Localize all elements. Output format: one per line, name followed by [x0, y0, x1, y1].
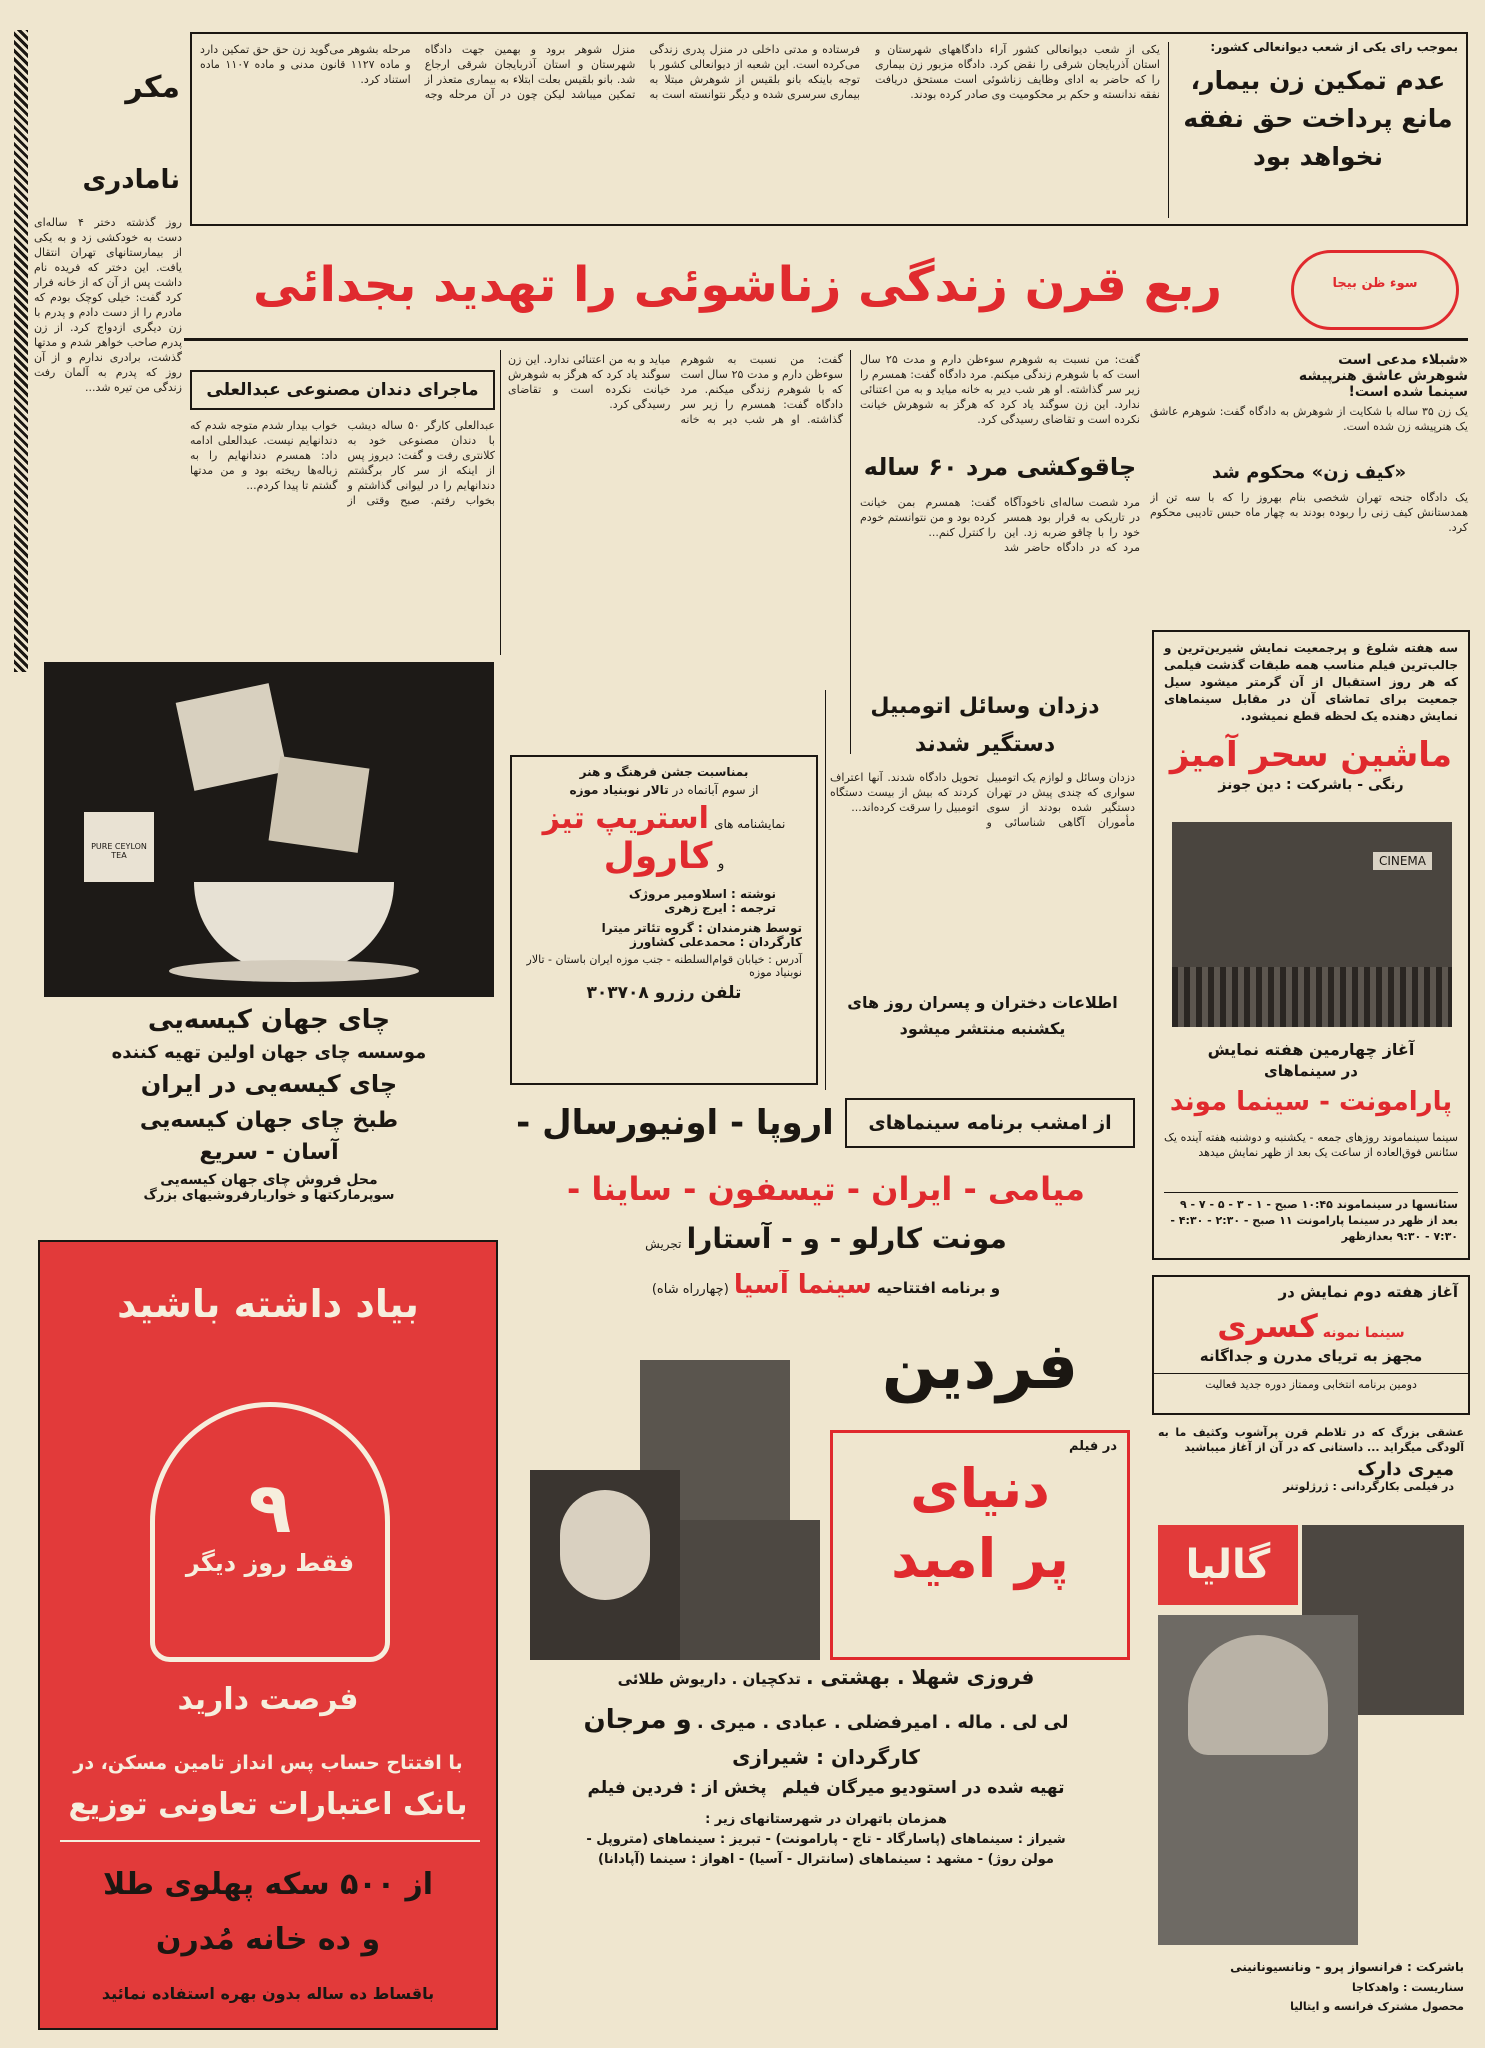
tea-ad: [44, 662, 494, 1202]
europa-cinemas: میامی - ایران - تیسفون - ساینا -: [567, 1170, 1085, 1208]
intro-right-title1: «شبلاء مدعی است: [1338, 352, 1468, 368]
column-stripe: [14, 30, 28, 672]
top-article-body-1: فرستاده و مدتی داخلی در منزل پدری زندگی می‌کرده است. این شعبه از دیوانعالی کشور با توجه باینکه بانو بلقیس از شوهرش مبتلا به بیماری سرسری شده و دیگر نتوانسته است به منزل شوهر برود و بهمین جهت دادگاه شهرستان و استان آذربایجان شرقی ارجاع شد. بانو بلقیس بعلت ابتلاء به بیماری متعذر از تمکین میباشد لیکن چون در آن مرحله وجه مرحله بشوهر می‌گوید زن حق حق تمکین دارد و ماده ۱۱۲۷ قانون مدنی و ماده ۱۱۰۷ ماده استناد کرد.: [200, 43, 860, 101]
gallia-star: میری دارک: [1357, 1459, 1454, 1480]
tea-photo: [44, 662, 494, 997]
europa-header-box: [845, 1098, 1135, 1148]
bank-name: بانک اعتبارات تعاونی توزیع: [68, 1787, 468, 1822]
farvardin-cities2: مولن روژ) - مشهد : سینماهای (سانترال - آسیا) - اهواز : سینما (آپادانا): [598, 1852, 1054, 1867]
theatre-director: کارگردان : محمدعلی کشاورز: [630, 935, 802, 949]
bank-days: روز دیگر: [185, 1549, 288, 1577]
tea-line2: چای کیسه‌یی در ایران: [140, 1070, 398, 1098]
cinema-photo: [1172, 822, 1452, 1027]
farvardin-cast2: لی لی . ماله . امیرفضلی . عبادی . میری .: [696, 1712, 1069, 1733]
theatre-show1-row: [512, 801, 816, 836]
top-right-headline: عدم تمکین زن بیمار، مانع پرداخت حق نفقه نخواهد بود: [1183, 66, 1453, 171]
farvardin-photo-man2: [680, 1520, 820, 1660]
bank-prize: از ۵۰۰ سکه پهلوی طلا: [102, 1867, 434, 1902]
kasra-title: آغاز هفته دوم نمایش در: [1278, 1283, 1458, 1301]
kasra-note: دومین برنامه انتخابی وممتاز دوره جدید فعالیت: [1154, 1373, 1468, 1391]
farvardin-cast1: فروزی شهلا . بهشتی .: [806, 1665, 1035, 1689]
theatre-translator: ترجمه : ایرج زهری: [664, 901, 776, 915]
europa-tajrish: تجریش: [645, 1237, 682, 1251]
top-right-box: [1178, 40, 1458, 220]
bank-remember: بیاد داشته باشید: [117, 1282, 419, 1326]
europa-cinemas2: مونت کارلو - و - آستارا: [686, 1222, 1007, 1255]
gallia-writer: سناریست : واهدکاجا: [1352, 1981, 1464, 1994]
intro-right-body: یک زن ۳۵ ساله با شکایت از شوهرش به دادگاه گفت: شوهرم عاشق یک هنرپیشه زن شده است.: [1150, 405, 1468, 433]
top-right-intro: بموجب رای یکی از شعب دیوانعالی کشور:: [1210, 40, 1458, 54]
kif-title: «کیف زن» محکوم شد: [1211, 462, 1407, 483]
europa-title: اروپا - اونیورسال -: [516, 1103, 834, 1143]
gallia-hair: [1188, 1635, 1328, 1755]
theatre-author: نوشته : اسلاومیر مروژک: [628, 887, 776, 901]
car-machine-cinemas: پارامونت - سینما موند: [1169, 1087, 1453, 1117]
kasra-prefix: سینما نمونه: [1322, 1325, 1405, 1341]
farvardin-title1: دنیای: [910, 1457, 1050, 1520]
bank-only: فقط: [295, 1549, 355, 1577]
car-machine-schedule: سئانسها در سینماموند ۱۰:۴۵ صبح - ۱ - ۳ - ۵ - ۷ - ۹ بعد از ظهر در سینما پارامونت ۱۱ صبح - ۲:۳۰ - ۴:۳۰ - ۷:۳۰ - ۹:۳۰ بعدازظهر: [1164, 1192, 1458, 1245]
europa-asia: سینما آسیا: [733, 1270, 872, 1300]
bank-install: باقساط ده ساله بدون بهره استفاده نمائید: [101, 1984, 435, 2003]
farvardin-cast2-row: [510, 1705, 1142, 1735]
tea-line3: طبخ چای جهان کیسه‌یی: [139, 1108, 399, 1133]
intro-right-box: [1150, 352, 1468, 452]
bank-open: با افتتاح حساب پس انداز تامین مسکن، در: [73, 1752, 463, 1774]
farvardin-title2: پر امید: [891, 1527, 1069, 1590]
farvardin-logo: فردین: [881, 1330, 1079, 1404]
farvardin-provinces: همزمان باتهران در شهرستانهای زیر :: [705, 1812, 947, 1827]
gallia-photo-woman: [1158, 1615, 1358, 1945]
theatre-show2: کارول: [603, 836, 713, 877]
bank-ad: [38, 1240, 498, 2030]
theatre-phone: تلفن رزرو ۳۰۳۷۰۸: [586, 983, 742, 1003]
banner-logo-text: سوء ظن بیجا: [1332, 276, 1418, 291]
middle-body: گفت: من نسبت به شوهرم سوءظن دارم و مدت ۲۵ سال است که با شوهرم زندگی میکنم. مرد دادگاه گفت: همسرم را زیر سر گذاشته. او هر شب دیر به خانه میاید و به من اعتنائی ندارد. این زن سوگند یاد کرد که هرگز به شوهرش خیانت نکرده است و تقاضای رسیدگی کرد.: [508, 353, 843, 426]
car-machine-title: ماشین سحر آمیز: [1169, 735, 1453, 775]
knife-top-text: گفت: من نسبت به شوهرم سوءظن دارم و مدت ۲۵ سال است که با شوهرم زندگی میکنم. مرد دادگاه گفت: همسرم را زیر سر گذاشته. او هر شب دیر به خانه میاید و به من اعتنائی ندارد. این زن سوگند یاد کرد که هرگز به شوهرش خیانت نکرده است و تقاضای رسیدگی کرد.: [860, 353, 1140, 426]
theatre-show-label: نمایشنامه های: [714, 817, 786, 831]
theatre-show1: استریپ تیز: [542, 801, 709, 836]
theatre-venue: تالار نوبنیاد موزه: [569, 783, 669, 797]
kasra-name: کسری: [1217, 1307, 1318, 1345]
knife-body: مرد شصت ساله‌ای ناخودآگاه در تاریکی به قرار بود همسر خود را با چاقو ضربه زد. این مرد که در دادگاه حاضر شد گفت: همسرم بمن خیانت کرده بود و من نتوانستم خودم را کنترل کنم...: [860, 496, 1140, 554]
farvardin-woman-face: [560, 1490, 650, 1600]
divider: [1168, 42, 1169, 218]
farvardin-ad: [510, 1320, 1142, 2035]
tea-bag-1: [176, 683, 288, 791]
farvardin-in-film: در فیلم: [1068, 1439, 1117, 1454]
farvardin-cast1-row: [510, 1665, 1142, 1689]
tea-line1: موسسه چای جهان اولین تهیه کننده: [111, 1042, 427, 1063]
thieves-body: دزدان وسائل و لوازم یک اتومبیل سواری که چندی پیش در تهران دستگیر شده بودند از سوی مأموران آگاهی شناسائی و تحویل دادگاه شدند. آنها اعتراف کردند که بیش از بیست دستگاه اتومبیل را سرقت کرده‌اند...: [830, 771, 1135, 829]
left-body: روز گذشته دختر ۴ ساله‌ای دست به خودکشی زد و به یکی از بیمارستانهای تهران انتقال یافت. این دختر که فریده نام داشت پس از آن که از خانه فرار کرد گفت: خیلی کوچک بودم که مادرم را از دست دادم و پدرم با زن دیگری ازدواج کرد. از زن پدرم صاحب خواهر شدم و مدتها گذشت، برادری ندارم و از آن روز که پدرم به آلمان رفت زندگی من تیره شد...: [34, 216, 182, 394]
tea-line6: سوپرمارکتها و خواربارفروشیهای بزرگ: [143, 1188, 395, 1202]
knife-title: چاقوکشی مرد ۶۰ ساله: [863, 453, 1137, 481]
farvardin-director: کارگردان : شیرازی: [732, 1745, 920, 1769]
banner-headline: ربع قرن زندگی زناشوئی را تهدید بجدائی: [252, 257, 1223, 313]
intro-right-title2: شوهرش عاشق هنرپیشه: [1298, 368, 1468, 384]
europa-row3: [510, 1222, 1142, 1264]
car-machine-sub: رنگی - باشرکت : دین جونز: [1218, 777, 1404, 793]
info-note: اطلاعات دختران و پسران روز های یکشنبه منتشر میشود: [847, 993, 1118, 1038]
divider: [184, 338, 1468, 341]
banner-logo: [1285, 244, 1465, 336]
farvardin-cities1: شیراز : سینماهای (پاسارگاد - تاج - پارامونت) - تبریز : سینماهای (متروپل -: [586, 1832, 1066, 1847]
farvardin-cast1b: تدکچیان . داریوش طلائی: [617, 1670, 801, 1688]
top-right-body: یکی از شعب دیوانعالی کشور آراء دادگاههای شهرستان و استان آذربایجان شرقی را نقض کرد. دادگاه مزبور زن بیماری را که حاضر به ادای وظایف زناشوئی است مستحق دریافت نفقه ندانسته و حکم بر محکومیت وی صادر کرده بودند.: [875, 43, 1160, 101]
farvardin-studio: تهیه شده در استودیو میرگان فیلم: [781, 1778, 1065, 1798]
divider: [500, 350, 501, 655]
theatre-from-row: [512, 783, 816, 797]
cinema-crowd: [1172, 967, 1452, 1027]
gallia-ad: [1152, 1425, 1470, 2035]
divider: [825, 690, 826, 1090]
kif-body: یک دادگاه جنحه تهران شخصی بنام بهروز را که با سه تن از همدستانش کیف زنی را ربوده بودند به چهار ماه حبس تادیبی محکوم کرد.: [1150, 491, 1468, 534]
theatre-ad: [510, 755, 818, 1085]
car-machine-ad: [1152, 630, 1470, 1260]
tea-bag-2: [269, 756, 370, 853]
car-machine-in: در سینماهای: [1263, 1062, 1359, 1080]
kasra-row: [1154, 1307, 1468, 1345]
car-machine-top: سه هفته شلوغ و پرجمعیت نمایش شیرین‌ترین و جالب‌ترین فیلم مناسب همه طبقات گذشت فیلمی که هر روز استقبال از آن گرمتر میشود سیل جمعیت برای تماشای آن در مقابل سینماهای نمایش دهنده یک لحظه قطع نمیشود.: [1164, 641, 1458, 723]
kasra-tagline: مجهز به تریای مدرن و جداگانه: [1199, 1347, 1423, 1365]
bank-bell: [150, 1402, 390, 1662]
europa-opening: و برنامه افتتاحیه: [876, 1279, 1001, 1297]
farvardin-photo-woman: [530, 1470, 680, 1660]
left-title-namadari: نامادری: [82, 165, 180, 195]
tea-box-label: PURE CEYLON TEA: [84, 812, 154, 882]
theatre-from: از سوم آبانماه در: [672, 783, 759, 797]
car-machine-note: سینما سینماموند روزهای جمعه - یکشنبه و دوشنبه هفته آینده یک سئانس فوق‌العاده از ساعت یک بعد از ظهر نمایش میدهد: [1164, 1131, 1458, 1159]
tea-line4: آسان - سریع: [199, 1140, 339, 1165]
left-title-mokr: مکر: [125, 70, 180, 105]
farvardin-studio-row: [510, 1778, 1142, 1798]
gallia-top: عشقی بزرگ که در تلاطم قرن پرآشوب وکثیف ما به آلودگی میگراید ... داستانی که در آن از آغاز میباشید: [1158, 1426, 1464, 1454]
theatre-show2-row: [512, 836, 816, 877]
farvardin-distrib: پخش از : فردین فیلم: [587, 1778, 767, 1798]
tea-line5: محل فروش چای جهان کیسه‌یی: [160, 1172, 378, 1188]
left-column: [14, 30, 184, 672]
europa-asia-loc: (چهارراه شاه): [651, 1282, 729, 1297]
gallia-title-block: [1158, 1525, 1298, 1605]
bank-number: ۹: [248, 1467, 292, 1549]
gallia-production: محصول مشترک فرانسه و ایتالیا: [1290, 2000, 1464, 2013]
theatre-address: آدرس : خیابان قوام‌السلطنه - جنب موزه ایران باستان - تالار نوبنیاد موزه: [526, 953, 802, 979]
intro-right-title3: سینما شده است!: [1348, 384, 1468, 400]
bank-divider: [60, 1840, 480, 1842]
dental-title: ماجرای دندان مصنوعی عبدالعلی: [206, 380, 479, 400]
tea-saucer: [169, 960, 419, 982]
farvardin-title-frame: [830, 1430, 1130, 1660]
car-machine-week: آغاز چهارمین هفته نمایش: [1207, 1040, 1415, 1059]
gallia-film-line: در فیلمی بکارگردانی : ژرژلوتنر: [1283, 1480, 1454, 1493]
bank-houses: و ده خانه مُدرن: [155, 1922, 381, 1957]
dental-title-box: [190, 370, 495, 410]
theatre-actors: توسط هنرمندان : گروه تئاتر میترا: [601, 921, 802, 935]
kasra-ad: [1152, 1275, 1470, 1415]
theatre-occasion: بمناسبت جشن فرهنگ و هنر: [579, 765, 749, 779]
gallia-cast: باشرکت : فرانسواز پرو - ونانسیونانینی: [1230, 1960, 1464, 1974]
tea-brand: چای جهان کیسه‌یی: [147, 1005, 391, 1035]
gallia-title: گالیا: [1185, 1542, 1271, 1588]
tea-cup: [194, 882, 394, 972]
farvardin-cast2b: و مرجان: [583, 1705, 692, 1735]
thieves-title2: دستگیر شدند: [914, 732, 1056, 757]
theatre-and: و: [717, 856, 725, 872]
bank-chance: فرصت دارید: [177, 1682, 359, 1717]
bank-only-row: [155, 1549, 385, 1577]
thieves-title1: دزدان وسائل اتومبیل: [870, 694, 1100, 719]
cinema-sign: CINEMA: [1373, 852, 1432, 870]
europa-header: از امشب برنامه سینماهای: [868, 1112, 1112, 1134]
europa-row4: [510, 1270, 1142, 1310]
dental-body: عبدالعلی کارگر ۵۰ ساله دیشب با دندان مصنوعی خود به کلانتری رفت و گفت: دیروز پس از اینکه از سر کار برگشتم دندانهایم را در لیوانی گذاشتم و بخواب رفتم. صبح وقتی از خواب بیدار شدم متوجه شدم که دندانهایم نیست. عبدالعلی ادامه داد: همسرم دندانهایم را به زباله‌ها ریخته بود و من مدتها گشتم تا پیدا کردم...: [190, 419, 495, 507]
